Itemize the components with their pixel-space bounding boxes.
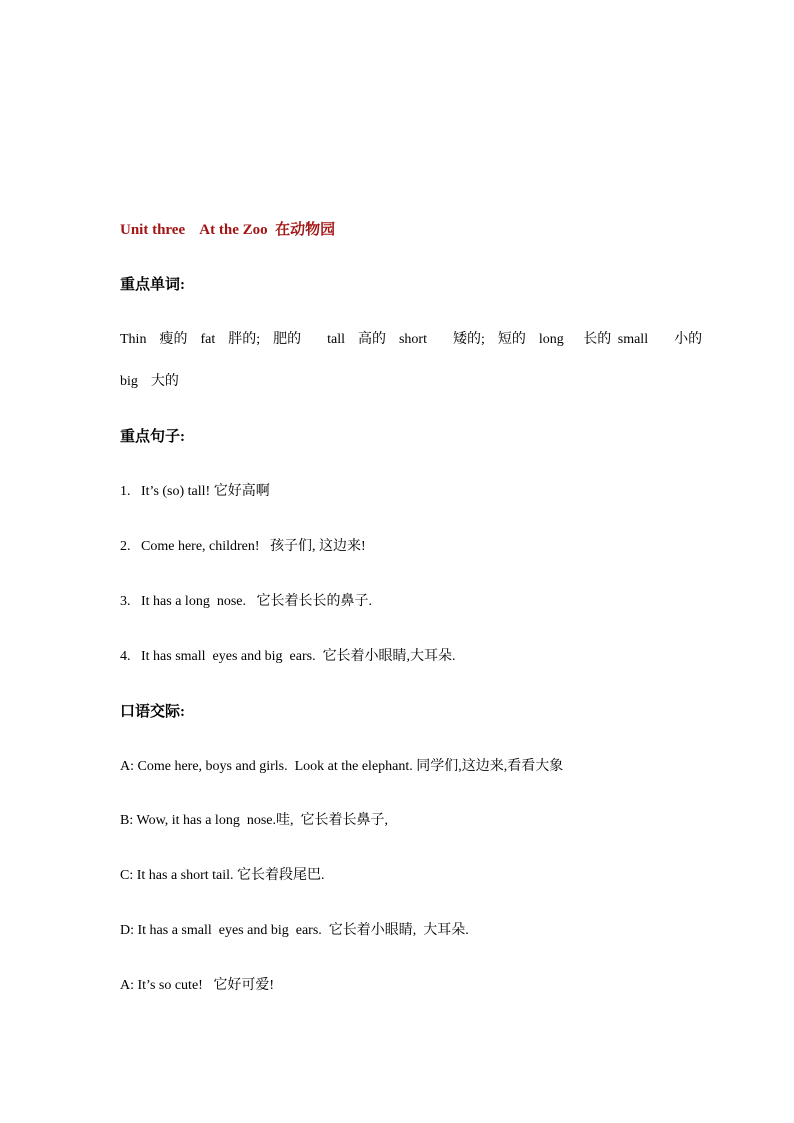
vocab-line-1: Thin 瘦的 fat 胖的; 肥的 tall 高的 short 矮的; 短的 long 长的 small 小的 bbox=[120, 332, 703, 347]
dialogue-line-d: D: It has a small eyes and big ears. 它长着小眼睛, 大耳朵. bbox=[120, 923, 469, 938]
sentence-4: 4. It has small eyes and big ears. 它长着小眼睛,大耳朵. bbox=[120, 649, 456, 664]
dialogue-line-c: C: It has a short tail. 它长着段尾巴. bbox=[120, 868, 325, 883]
unit-title: Unit three At the Zoo 在动物园 bbox=[120, 222, 336, 238]
sentence-2: 2. Come here, children! 孩子们, 这边来! bbox=[120, 539, 366, 554]
key-words-heading: 重点单词: bbox=[120, 277, 185, 293]
dialogue-line-a2: A: It’s so cute! 它好可爱! bbox=[120, 978, 274, 993]
dialogue-line-a1: A: Come here, boys and girls. Look at the elephant. 同学们,这边来,看看大象 bbox=[120, 759, 564, 774]
key-sentences-heading: 重点句子: bbox=[120, 429, 185, 445]
vocab-line-2: big 大的 bbox=[120, 374, 179, 389]
sentence-1: 1. It’s (so) tall! 它好高啊 bbox=[120, 484, 270, 499]
dialogue-line-b: B: Wow, it has a long nose.哇, 它长着长鼻子, bbox=[120, 813, 388, 828]
dialogue-heading: 口语交际: bbox=[120, 704, 185, 720]
sentence-3: 3. It has a long nose. 它长着长长的鼻子. bbox=[120, 594, 372, 609]
